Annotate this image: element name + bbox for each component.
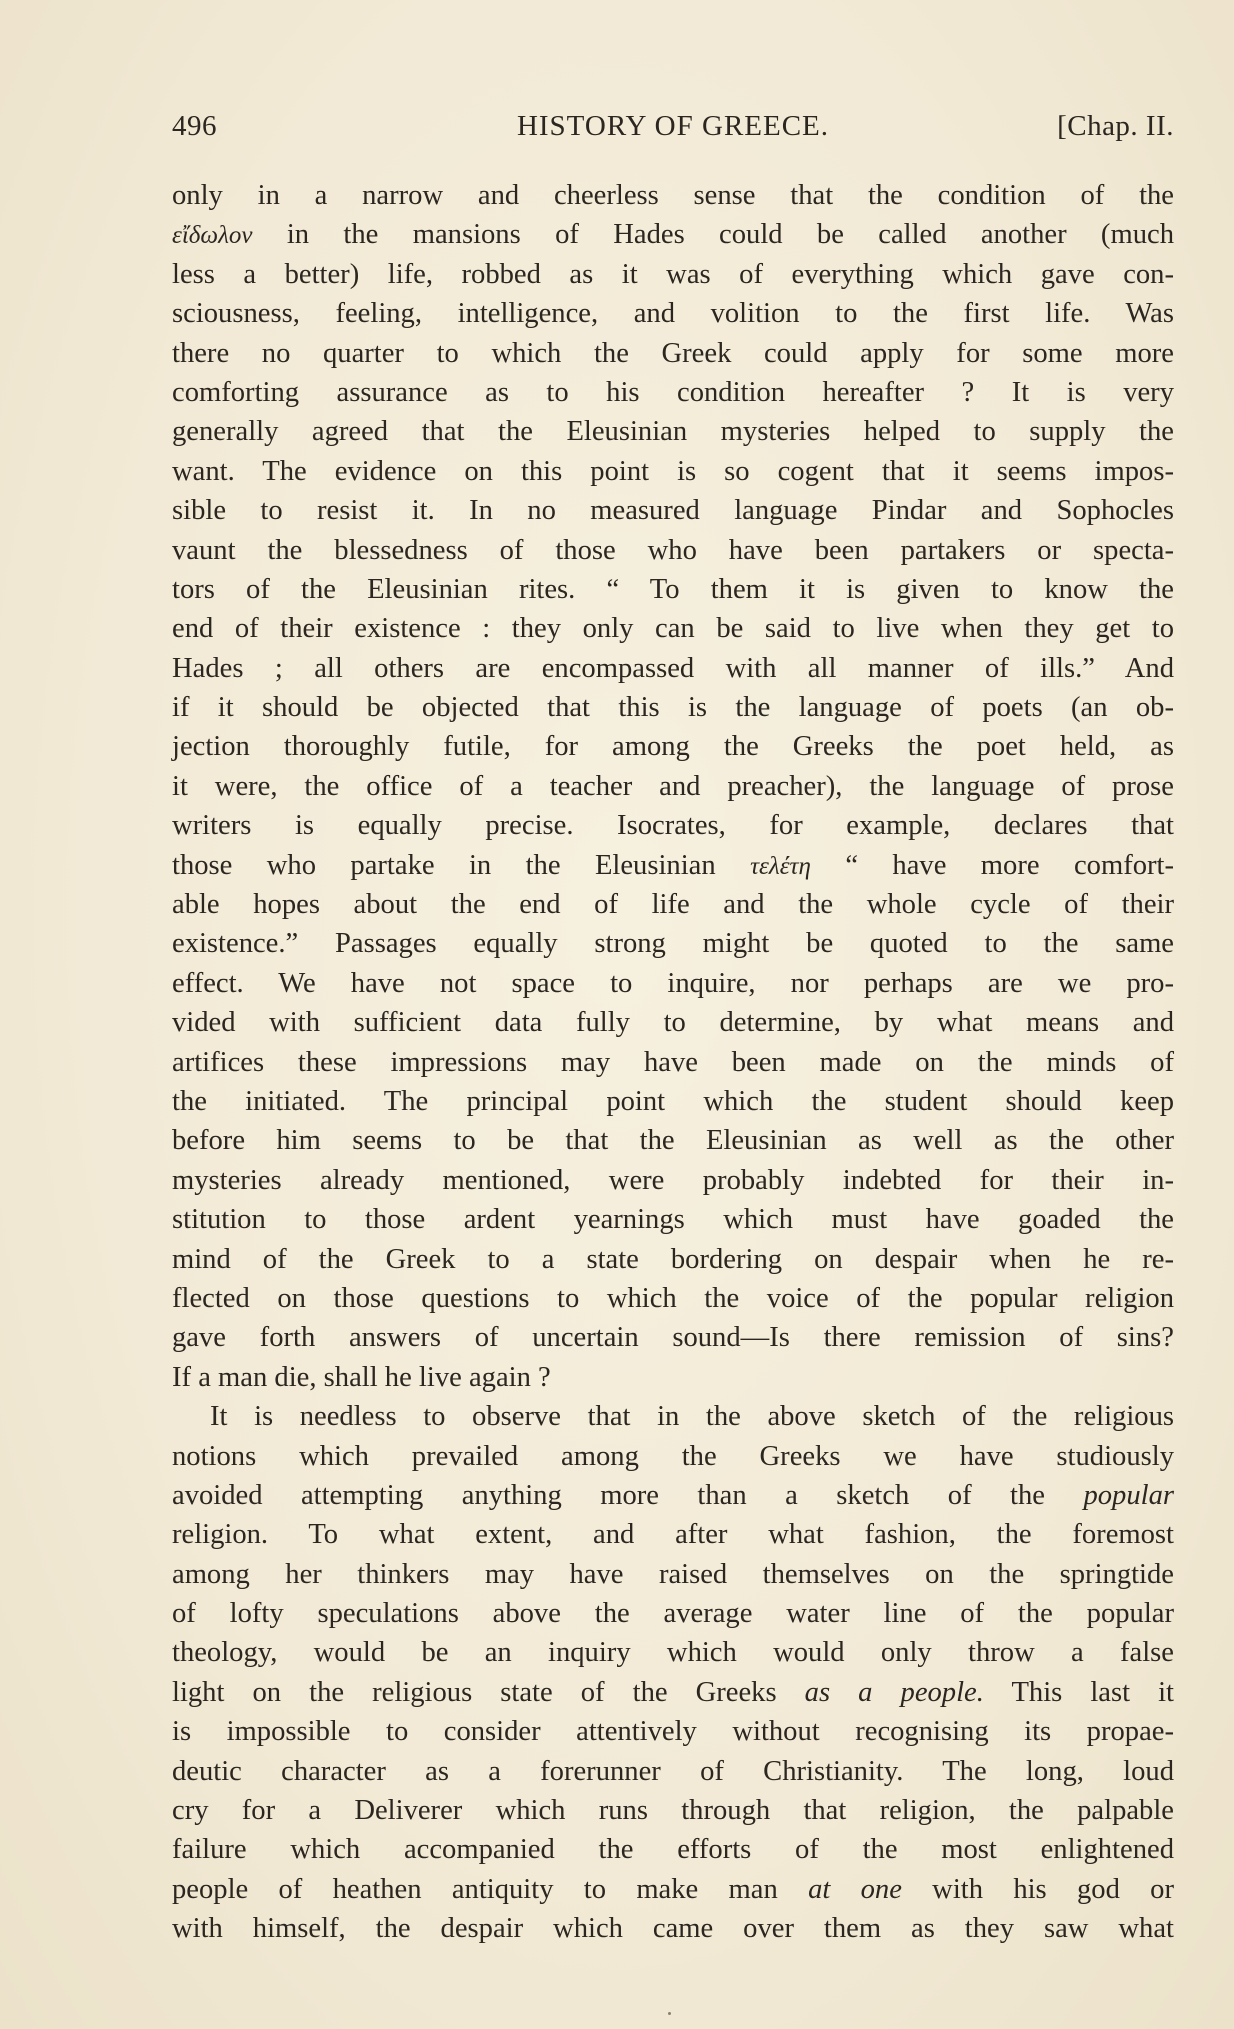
text-line: sciousness, feeling, intelligence, and volition to the first life. Was (172, 298, 1174, 330)
running-title: HISTORY OF GREECE. (516, 110, 830, 142)
text-line: is impossible to consider attentively without recognising its propae- (172, 1716, 1174, 1748)
text-line (172, 1476, 1174, 1515)
text-line: religion. To what extent, and after what fashion, the foremost (172, 1519, 1174, 1551)
page-header (172, 110, 1174, 150)
text-line: existence.” Passages equally strong might be quoted to the same (172, 928, 1174, 960)
text-line: effect. We have not space to inquire, nor perhaps are we pro- (172, 967, 1174, 999)
text-line: comforting assurance as to his condition hereafter ? It is very (172, 376, 1174, 408)
text-line: writers is equally precise. Isocrates, for example, declares that (172, 810, 1174, 842)
text-line: flected on those questions to which the voice of the popular religion (172, 1282, 1174, 1314)
text-line: of lofty speculations above the average water line of the popular (172, 1598, 1174, 1630)
text-line: notions which prevailed among the Greeks we have studiously (172, 1440, 1174, 1472)
italic-phrase: at one (808, 1873, 902, 1905)
text-line (172, 1870, 1174, 1909)
text-line: with himself, the despair which came over them as they saw what (172, 1913, 1174, 1945)
text-line: able hopes about the end of life and the whole cycle of their (172, 889, 1174, 921)
text-line: jection thoroughly futile, for among the Greeks the poet held, as (172, 731, 1174, 763)
text-line: if it should be objected that this is the language of poets (an ob- (172, 692, 1174, 724)
text-span: avoided attempting anything more than a sketch of the (172, 1479, 1084, 1511)
text-line: theology, would be an inquiry which would only throw a false (172, 1637, 1174, 1669)
text-line: mysteries already mentioned, were probably indebted for their in- (172, 1164, 1174, 1196)
text-line: cry for a Deliverer which runs through that religion, the palpable (172, 1795, 1174, 1827)
text-line: It is needless to observe that in the above sketch of the religious (210, 1401, 1174, 1433)
page-number: 496 (172, 110, 217, 142)
text-line: want. The evidence on this point is so cogent that it seems impos- (172, 455, 1174, 487)
chapter-label: [Chap. II. (1057, 110, 1174, 142)
text-line: gave forth answers of uncertain sound—Is there remission of sins? (172, 1322, 1174, 1354)
paper-speck (668, 2012, 671, 2015)
text-line: sible to resist it. In no measured language Pindar and Sophocles (172, 495, 1174, 527)
text-line: it were, the office of a teacher and preacher), the language of prose (172, 770, 1174, 802)
text-line: less a better) life, robbed as it was of everything which gave con- (172, 258, 1174, 290)
text-line: Hades ; all others are encompassed with all manner of ills.” And (172, 652, 1174, 684)
text-line: failure which accompanied the efforts of the most enlightened (172, 1834, 1174, 1866)
body-text (172, 176, 1174, 1949)
text-line: mind of the Greek to a state bordering on despair when he re- (172, 1243, 1174, 1275)
text-line: only in a narrow and cheerless sense that the condition of the (172, 180, 1174, 211)
text-line: deutic character as a forerunner of Christianity. The long, loud (172, 1755, 1174, 1787)
text-line: vaunt the blessedness of those who have been partakers or specta- (172, 534, 1174, 566)
text-line: end of their existence : they only can be said to live when they get to (172, 613, 1174, 645)
text-line: stitution to those ardent yearnings which must have goaded the (172, 1204, 1174, 1236)
text-line: vided with sufficient data fully to determine, by what means and (172, 1007, 1174, 1039)
text-line (172, 1673, 1174, 1712)
text-span: those who partake in the Eleusinian (172, 849, 751, 881)
text-span: This last it (983, 1676, 1174, 1708)
text-line: the initiated. The principal point which the student should keep (172, 1085, 1174, 1117)
text-line: among her thinkers may have raised themselves on the springtide (172, 1558, 1174, 1590)
text-line (172, 846, 1174, 885)
text-line: tors of the Eleusinian rites. “ To them it is given to know the (172, 573, 1174, 605)
text-line: generally agreed that the Eleusinian mysteries helped to supply the (172, 416, 1174, 448)
text-span: “ have more comfort- (810, 849, 1174, 881)
text-line: If a man die, shall he live again ? (172, 1361, 551, 1393)
text-span: light on the religious state of the Greeks (172, 1676, 805, 1708)
text-span: with his god or (901, 1873, 1174, 1905)
text-span: people of heathen antiquity to make man (172, 1873, 809, 1905)
italic-phrase: as a people. (804, 1676, 984, 1708)
text-line: before him seems to be that the Eleusinian as well as the other (172, 1125, 1174, 1157)
text-line: artifices these impressions may have been made on the minds of (172, 1046, 1174, 1078)
text-span: in the mansions of Hades could be called another (much (252, 219, 1174, 251)
greek-word: τελέτη (750, 852, 811, 880)
text-line: there no quarter to which the Greek could apply for some more (172, 337, 1174, 369)
greek-word: εἴδωλον (172, 222, 253, 250)
text-line (172, 215, 1174, 254)
italic-word: popular (1083, 1479, 1174, 1511)
